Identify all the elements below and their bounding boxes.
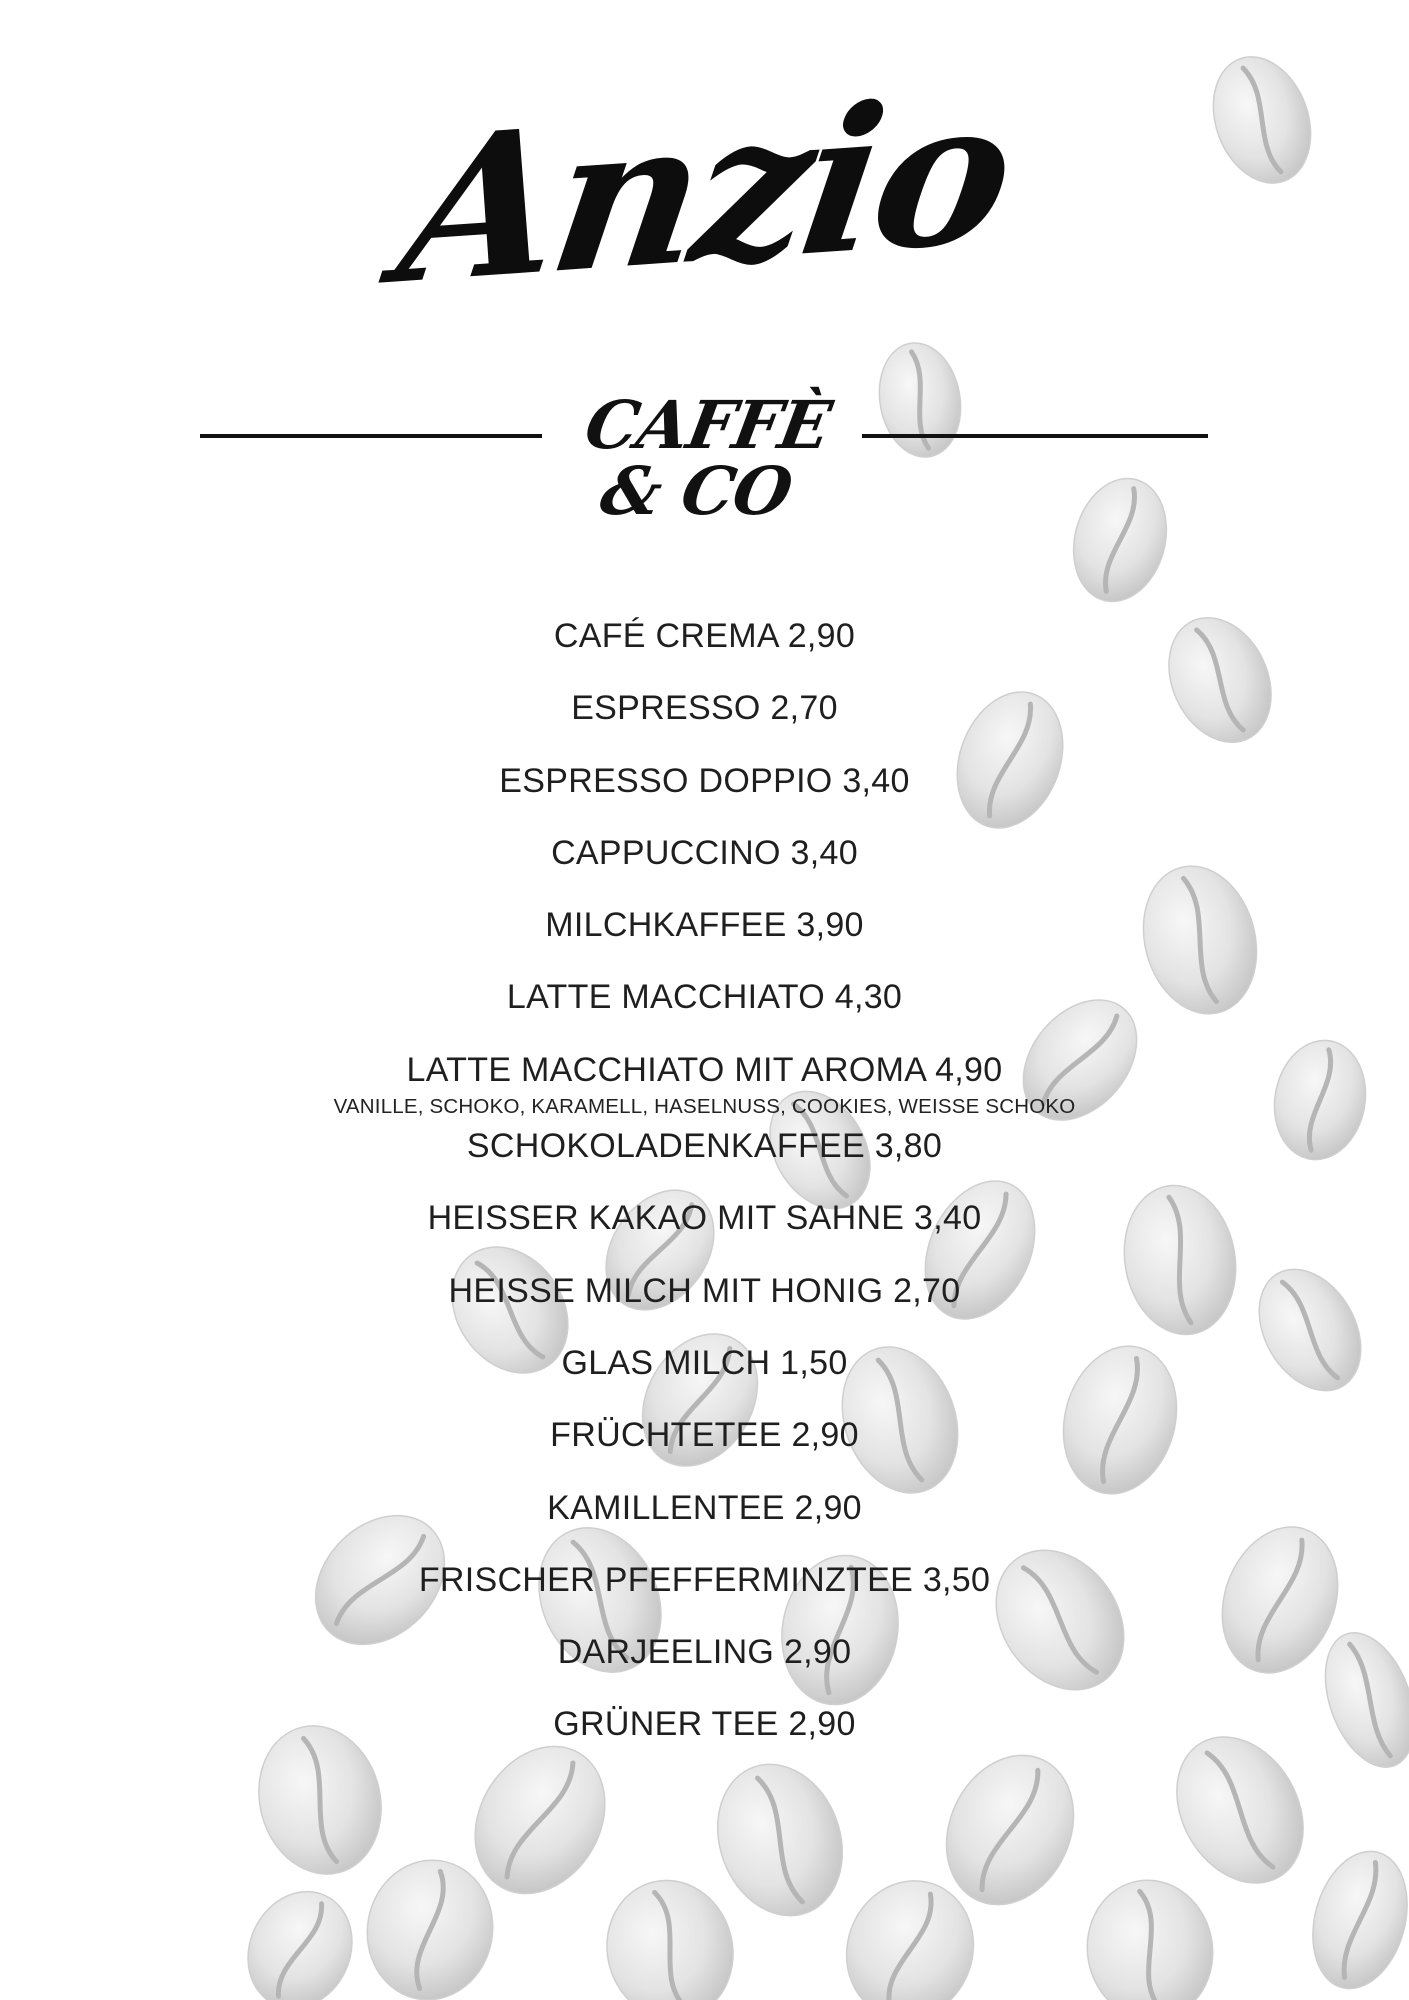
menu-item bbox=[0, 1255, 1409, 1327]
coffee-bean bbox=[1298, 1841, 1409, 2000]
menu-item bbox=[0, 1110, 1409, 1182]
menu-item-name: GRÜNER TEE bbox=[553, 1705, 779, 1744]
cafe-subtitle: CAFFÈ & CO bbox=[579, 386, 837, 530]
menu-item-name-price bbox=[0, 817, 1409, 889]
menu-item bbox=[0, 1182, 1409, 1254]
menu-item bbox=[0, 961, 1409, 1033]
menu-item bbox=[0, 745, 1409, 817]
menu-item-note: VANILLE, SCHOKO, KARAMELL, HASELNUSS, COOKIES, WEISSE SCHOKO bbox=[333, 1095, 1076, 1119]
menu-item-price: 3,50 bbox=[922, 1560, 991, 1599]
menu-item bbox=[0, 1399, 1409, 1471]
menu-item bbox=[0, 1688, 1409, 1760]
divider-line-left bbox=[200, 434, 542, 438]
coffee-bean bbox=[1076, 1870, 1223, 2000]
menu-item-name-price bbox=[0, 600, 1409, 672]
menu-item bbox=[0, 672, 1409, 744]
menu-item-name-price bbox=[0, 1327, 1409, 1399]
menu-item-price: 2,70 bbox=[770, 689, 838, 728]
menu-item-price: 2,70 bbox=[893, 1271, 961, 1310]
menu-item-name-price bbox=[0, 1544, 1409, 1616]
menu-item-price: 3,40 bbox=[842, 761, 910, 800]
menu-item-name-price bbox=[0, 1616, 1409, 1688]
drinks-menu-list bbox=[0, 600, 1409, 1761]
menu-item-price: 2,90 bbox=[791, 1416, 859, 1455]
menu-item-name-price bbox=[0, 1182, 1409, 1254]
menu-item-price: 4,90 bbox=[935, 1050, 1003, 1089]
coffee-bean bbox=[356, 1850, 503, 2000]
cafe-logo-title: Anzio bbox=[387, 53, 1022, 330]
menu-item-name: KAMILLENTEE bbox=[547, 1488, 785, 1527]
menu-item-name: HEISSE MILCH MIT HONIG bbox=[448, 1271, 884, 1310]
coffee-bean bbox=[592, 1866, 749, 2000]
menu-item-name: HEISSER KAKAO MIT SAHNE bbox=[427, 1199, 905, 1238]
menu-item-name: GLAS MILCH bbox=[561, 1343, 771, 1382]
menu-item-name: DARJEELING bbox=[557, 1633, 775, 1672]
menu-item-name-price bbox=[0, 1255, 1409, 1327]
menu-item-name: SCHOKOLADENKAFFEE bbox=[466, 1127, 865, 1166]
menu-item bbox=[0, 1616, 1409, 1688]
menu-item bbox=[0, 817, 1409, 889]
menu-item-price: 2,90 bbox=[783, 1633, 852, 1672]
coffee-bean bbox=[871, 336, 970, 463]
menu-item-price: 4,30 bbox=[834, 978, 903, 1017]
divider-line-right bbox=[862, 434, 1208, 438]
menu-item-price: 3,40 bbox=[914, 1199, 982, 1238]
menu-item bbox=[0, 1327, 1409, 1399]
menu-item-name: MILCHKAFFEE bbox=[545, 906, 787, 945]
menu-item-price: 2,90 bbox=[788, 1705, 856, 1744]
menu-item-name: ESPRESSO DOPPIO bbox=[499, 761, 833, 800]
menu-item-name-price bbox=[0, 1472, 1409, 1544]
menu-item bbox=[0, 1034, 1409, 1120]
menu-item-name: FRISCHER PFEFFERMINZTEE bbox=[418, 1560, 914, 1599]
menu-item-name: FRÜCHTETEE bbox=[550, 1416, 782, 1455]
menu-item bbox=[0, 1472, 1409, 1544]
menu-item-price: 3,40 bbox=[790, 833, 858, 872]
menu-item bbox=[0, 889, 1409, 961]
menu-item-price: 2,90 bbox=[794, 1488, 862, 1527]
menu-item-name-price bbox=[0, 961, 1409, 1033]
menu-item-name: CAPPUCCINO bbox=[551, 833, 781, 872]
menu-item-name-price bbox=[0, 745, 1409, 817]
menu-item-name: LATTE MACCHIATO MIT AROMA bbox=[406, 1050, 926, 1089]
menu-item-name: CAFÉ CREMA bbox=[553, 617, 778, 655]
coffee-bean bbox=[229, 1874, 370, 2000]
menu-item bbox=[0, 600, 1409, 672]
menu-item-price: 2,90 bbox=[787, 617, 856, 655]
coffee-bean bbox=[1060, 468, 1179, 612]
menu-item-name: ESPRESSO bbox=[571, 689, 761, 728]
menu-item-name-price bbox=[0, 889, 1409, 961]
menu-item-name: LATTE MACCHIATO bbox=[506, 978, 825, 1017]
menu-item-price: 1,50 bbox=[780, 1343, 848, 1382]
menu-item bbox=[0, 1544, 1409, 1616]
menu-item-name-price bbox=[0, 1688, 1409, 1760]
menu-item-name-price bbox=[0, 1399, 1409, 1471]
menu-item-price: 3,90 bbox=[796, 906, 864, 945]
coffee-bean bbox=[697, 1747, 863, 1934]
menu-item-price: 3,80 bbox=[874, 1127, 943, 1166]
menu-item-name-price bbox=[0, 1110, 1409, 1182]
menu-item-name-price bbox=[0, 672, 1409, 744]
